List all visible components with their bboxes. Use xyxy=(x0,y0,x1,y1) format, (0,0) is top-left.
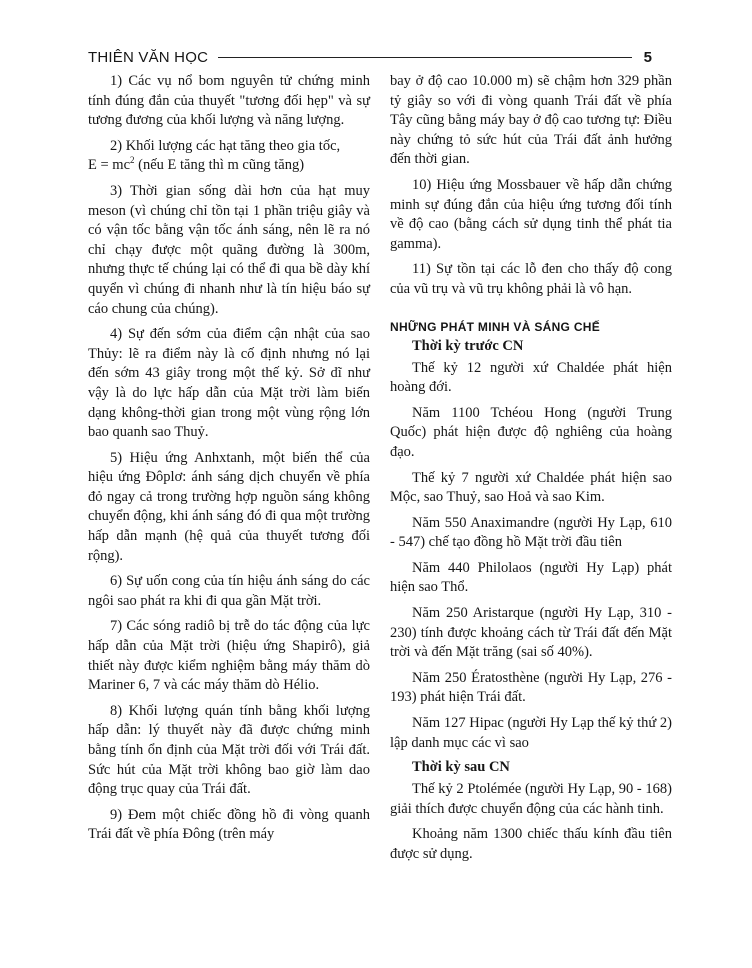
running-title: THIÊN VĂN HỌC xyxy=(88,48,209,66)
formula-line xyxy=(88,156,370,176)
paragraph-2: 2) Khối lượng các hạt tăng theo gia tốc, xyxy=(110,137,341,154)
page-number: 5 xyxy=(643,48,652,66)
paragraph-7: 7) Các sóng radiô bị trễ do tác động của lực hấp dẫn của Mặt trời (hiệu ứng Shapirô), giả thiết này được kiểm nghiệm bằng máy thăm dò Mariner 6, 7 và các máy thăm dò Hélio. xyxy=(88,618,370,694)
paragraph-1: 1) Các vụ nổ bom nguyên tử chứng minh tính đúng đắn của thuyết "tương đối hẹp" và sự tương đương của khối lượng và năng lượng. xyxy=(88,73,370,129)
entry-8: Năm 127 Hipac (người Hy Lạp thế kỷ thứ 2) lập danh mục các vì sao xyxy=(390,715,672,751)
paragraph-9: 9) Đem một chiếc đồng hồ đi vòng quanh Trái đất về phía Đông (trên máy xyxy=(88,806,370,843)
running-header xyxy=(88,46,652,68)
entry-3: Thế kỷ 7 người xứ Chaldée phát hiện sao Mộc, sao Thuỷ, sao Hoả và sao Kim. xyxy=(390,469,672,506)
paragraph-11: 11) Sự tồn tại các lỗ đen cho thấy độ cong của vũ trụ và vũ trụ không phải là vô hạn. xyxy=(390,261,672,297)
subheading-after-cn: Thời kỳ sau CN xyxy=(412,759,510,776)
paragraph-5: 5) Hiệu ứng Anhxtanh, một biến thể của hiệu ứng Đôplơ: ánh sáng dịch chuyển về phía đỏ ngay cả trong trường hợp nguồn sáng không chuyển động, khi ánh sáng đó đi qua một trường hấp dẫn mạnh (hệ quả của thuyết tương đối rộng). xyxy=(88,449,370,564)
paragraph-8: 8) Khối lượng quán tính bằng khối lượng hấp dẫn: lý thuyết này đã được chứng minh bằng tính ổn định của Mặt trời đối với Trái đất. Sức hút của Mặt trời không bao giờ làm dao động trục quay của Trái đất. xyxy=(88,702,370,798)
entry-2: Năm 1100 Tchéou Hong (người Trung Quốc) phát hiện được độ nghiêng của hoàng đạo. xyxy=(390,404,672,460)
entry-9: Thế kỷ 2 Ptolémée (người Hy Lạp, 90 - 168) giải thích được chuyển động của các hành tinh. xyxy=(390,781,672,817)
entry-4: Năm 550 Anaximandre (người Hy Lạp, 610 - 547) chế tạo đồng hồ Mặt trời đầu tiên xyxy=(390,514,672,551)
header-rule xyxy=(218,57,632,58)
subheading-before-cn: Thời kỳ trước CN xyxy=(412,337,524,354)
left-column xyxy=(88,72,370,851)
right-column xyxy=(390,72,672,871)
paragraph-10: 10) Hiệu ứng Mossbauer về hấp dẫn chứng minh sự đúng đắn của hiệu ứng tương đối tính về độ cao (bằng cách sử dụng tinh thể phát tia gamma). xyxy=(390,176,672,252)
paragraph-9-continued: bay ở độ cao 10.000 m) sẽ chậm hơn 329 phần tỷ giây so với đi vòng quanh Trái đất về phía Tây cũng bằng máy bay ở độ cao tương tự: Điều này chứng tỏ sức hút của Trái đất ảnh hưởng đến thời gian. xyxy=(390,73,672,168)
entry-7: Năm 250 Ératosthène (người Hy Lạp, 276 - 193) phát hiện Trái đất. xyxy=(390,669,672,706)
formula-exponent: 2 xyxy=(130,155,135,166)
entry-1: Thế kỷ 12 người xứ Chaldée phát hiện hoàng đới. xyxy=(390,359,672,396)
entry-6: Năm 250 Aristarque (người Hy Lạp, 310 - 230) tính được khoảng cách từ Trái đất đến Mặt trời và đến Mặt trăng (sai số 40%). xyxy=(390,605,672,661)
formula-lhs: E = mc xyxy=(88,157,130,174)
entry-10: Khoảng năm 1300 chiếc thấu kính đầu tiên được sử dụng. xyxy=(390,826,672,862)
paragraph-3: 3) Thời gian sống dài hơn của hạt muy meson (vì chúng chỉ tồn tại 1 phần triệu giây và có vận tốc bằng vận tốc ánh sáng, nên lẽ ra nó chỉ chạy được một quãng đường là 300m, nhưng thực tế chúng lại có thể đi qua bề dày khí quyển vì chúng đi nhanh như là tín hiệu báo sự cáo chung của chúng). xyxy=(88,182,370,317)
entry-5: Năm 440 Philolaos (người Hy Lạp) phát hiện sao Thổ. xyxy=(390,559,672,596)
paragraph-6: 6) Sự uốn cong của tín hiệu ánh sáng do các ngôi sao phát ra khi đi qua gần Mặt trời. xyxy=(88,573,370,609)
paragraph-4: 4) Sự đến sớm của điểm cận nhật của sao Thủy: lẽ ra điểm này là cố định nhưng nó lại đến sớm 43 giây trong một thế kỷ. Sở dĩ như vậy là do lực hấp dẫn của Mặt trời làm biến dạng không-thời gian trong một vùng rộng lớn bao quanh sao Thuỷ. xyxy=(88,326,370,441)
section-heading: NHỮNG PHÁT MINH VÀ SÁNG CHẾ xyxy=(390,319,601,334)
formula-note: (nếu E tăng thì m cũng tăng) xyxy=(134,157,305,174)
